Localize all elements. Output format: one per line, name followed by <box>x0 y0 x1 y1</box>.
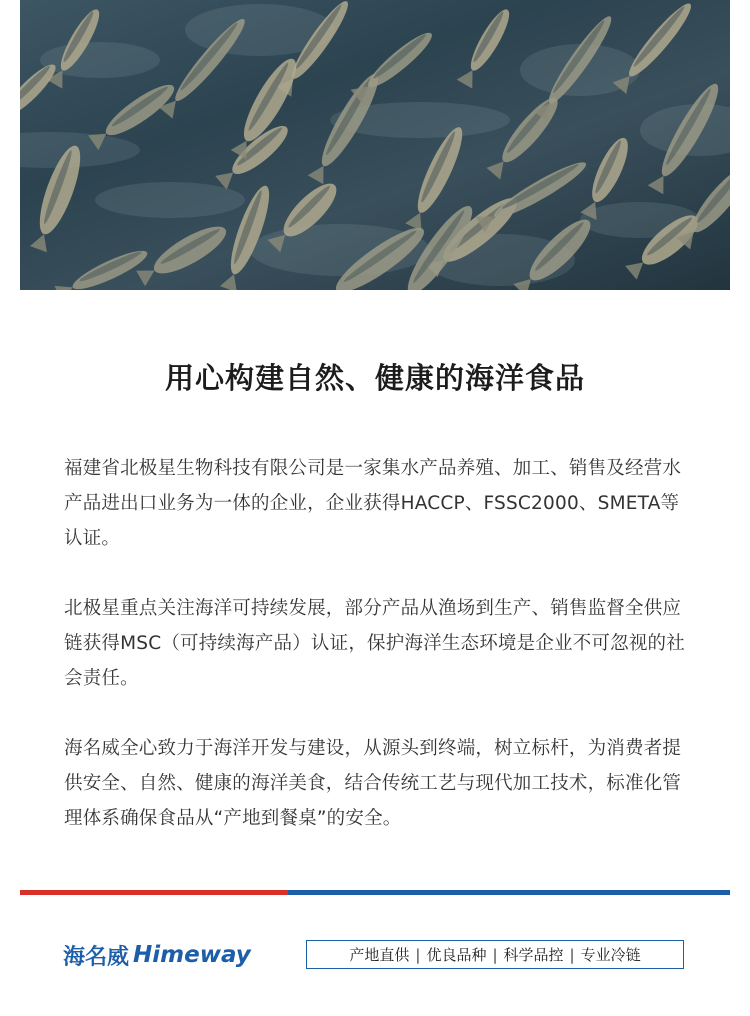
water-ripple <box>20 132 140 168</box>
fish-shape <box>20 59 61 133</box>
page-headline: 用心构建自然、健康的海洋食品 <box>164 361 585 395</box>
fish-shape <box>351 27 438 104</box>
fish-school-image <box>20 0 730 290</box>
slogan-item: 科学品控 <box>503 946 564 964</box>
sustainability-paragraph: 北极星重点关注海洋可持续发展，部分产品从渔场到生产、销售监督全供应链获得MSC（可持续海产品）认证，保护海洋生态环境是企业不可忽视的社会责任。 <box>64 598 685 689</box>
slogan-box <box>306 940 684 969</box>
slogan-item: 专业冷链 <box>580 946 641 964</box>
slogan-separator: | <box>415 945 421 964</box>
slogan-separator: | <box>492 945 498 964</box>
logo-english-name: Himeway <box>133 942 251 968</box>
divider-blue-segment <box>288 890 730 895</box>
color-divider <box>20 890 730 895</box>
water-ripple <box>40 42 160 78</box>
fish-shape <box>134 218 232 290</box>
intro-paragraph: 福建省北极星生物科技有限公司是一家集水产品养殖、加工、销售及经营水产品进出口业务为一体的企业，企业获得HACCP、FSSC2000、SMETA等认证。 <box>64 458 682 549</box>
divider-red-segment <box>20 890 288 895</box>
water-ripple <box>95 182 245 218</box>
fish-shape <box>87 77 180 151</box>
fish-shape <box>457 5 516 88</box>
brand-logo <box>63 939 251 971</box>
logo-chinese-name: 海名威 <box>63 944 130 970</box>
slogan-item: 产地直供 <box>349 946 410 964</box>
fish-shape <box>55 245 151 290</box>
slogan-item: 优良品种 <box>426 946 487 964</box>
fish-shape <box>485 92 565 181</box>
brand-mission-paragraph: 海名威全心致力于海洋开发与建设，从源头到终端，树立标杆，为消费者提供安全、自然、健康的海洋美食，结合传统工艺与现代加工技术，标准化管理体系确保食品从“产地到餐桌”的安全。 <box>64 738 682 829</box>
fish-shape <box>613 0 697 94</box>
fish-shape <box>675 162 730 251</box>
hero-fish-photo <box>20 0 730 290</box>
slogan-separator: | <box>569 945 575 964</box>
